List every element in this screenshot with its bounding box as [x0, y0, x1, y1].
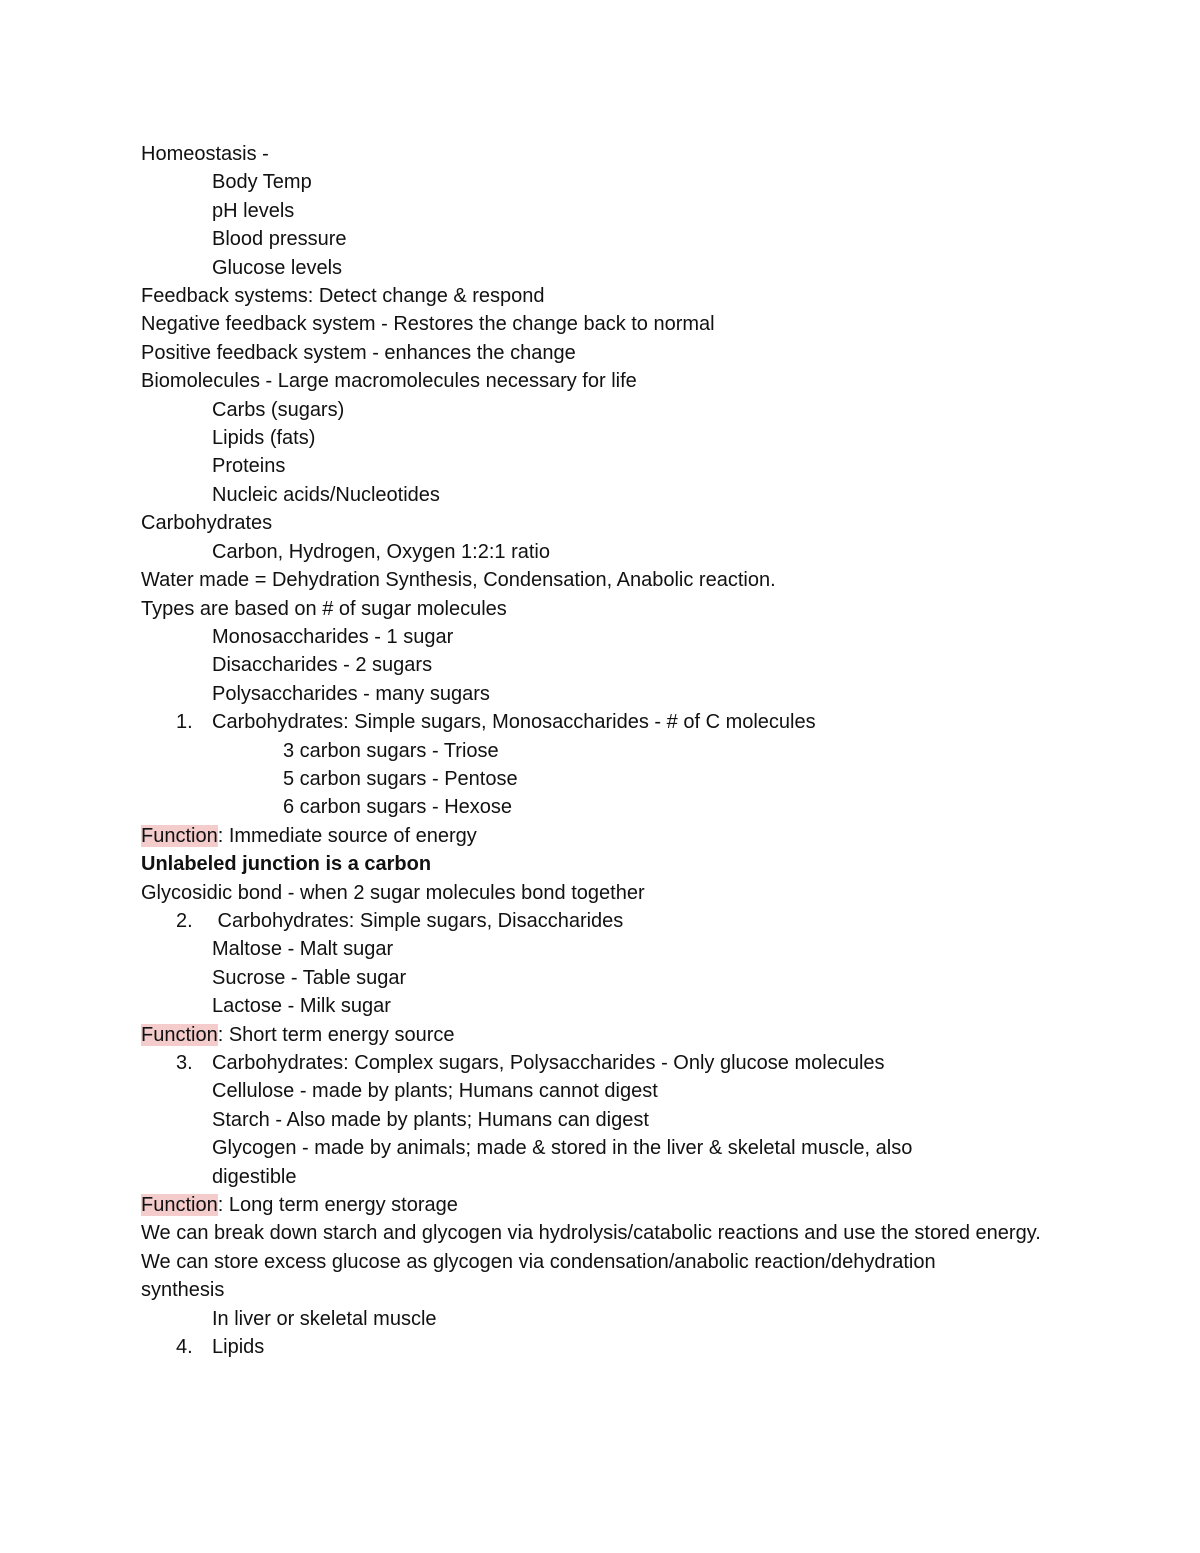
function-text: : Immediate source of energy: [217, 824, 477, 847]
list-item: Sucrose - Table sugar: [212, 966, 407, 989]
function-text: : Short term energy source: [217, 1023, 455, 1046]
paragraph-line: Positive feedback system - enhances the change: [141, 341, 576, 364]
numbered-item-text: Carbohydrates: Simple sugars, Disaccharides: [212, 909, 624, 932]
function-label-highlight: Function: [141, 824, 218, 847]
list-item: Carbs (sugars): [212, 398, 345, 421]
function-label-highlight: Function: [141, 1194, 218, 1217]
list-item: Carbon, Hydrogen, Oxygen 1:2:1 ratio: [212, 540, 550, 563]
numbered-item-1: [141, 708, 1061, 736]
paragraph-line: Glycosidic bond - when 2 sugar molecules bond together: [141, 881, 645, 904]
numbered-item-text: Carbohydrates: Complex sugars, Polysaccharides - Only glucose molecules: [212, 1052, 885, 1074]
document-page: [141, 140, 1061, 1361]
paragraph-line: We can break down starch and glycogen via hydrolysis/catabolic reactions and use the stored energy.: [141, 1222, 1041, 1245]
list-item: 6 carbon sugars - Hexose: [283, 796, 513, 819]
numbered-item-2: [141, 907, 1061, 935]
list-item: Blood pressure: [212, 228, 347, 251]
list-item: 3 carbon sugars - Triose: [283, 739, 499, 762]
list-item: Monosaccharides - 1 sugar: [212, 625, 454, 648]
list-number: 3.: [176, 1052, 193, 1074]
paragraph-line: Water made = Dehydration Synthesis, Condensation, Anabolic reaction.: [141, 569, 776, 592]
list-number: 2.: [176, 909, 193, 932]
list-item: Starch - Also made by plants; Humans can digest: [212, 1108, 649, 1131]
list-item: Glucose levels: [212, 256, 343, 279]
paragraph-line: We can store excess glucose as glycogen via condensation/anabolic reaction/dehydration synthesis: [141, 1250, 936, 1302]
numbered-item-4: [141, 1333, 1061, 1361]
list-item: Polysaccharides - many sugars: [212, 682, 490, 705]
list-item: 5 carbon sugars - Pentose: [283, 767, 518, 790]
numbered-item-text: Lipids: [212, 1336, 265, 1359]
function-line: [141, 1021, 1061, 1049]
list-item: In liver or skeletal muscle: [212, 1307, 437, 1330]
function-line: [141, 1191, 1061, 1219]
function-label-highlight: Function: [141, 1023, 218, 1046]
list-item: Disaccharides - 2 sugars: [212, 654, 433, 677]
function-text: : Long term energy storage: [217, 1194, 458, 1217]
heading-carbohydrates: Carbohydrates: [141, 512, 273, 535]
list-item: Cellulose - made by plants; Humans cannot digest: [212, 1080, 658, 1103]
paragraph-line: Biomolecules - Large macromolecules necessary for life: [141, 370, 637, 393]
heading-homeostasis: Homeostasis -: [141, 143, 269, 165]
paragraph-line: Feedback systems: Detect change & respond: [141, 285, 545, 308]
list-item: Glycogen - made by animals; made & stored in the liver & skeletal muscle, also digestible: [212, 1137, 913, 1188]
list-item: pH levels: [212, 199, 295, 222]
list-item: Maltose - Malt sugar: [212, 938, 394, 961]
list-item: Body Temp: [212, 171, 312, 194]
numbered-item-text: Carbohydrates: Simple sugars, Monosaccharides - # of C molecules: [212, 711, 816, 734]
numbered-item-3: [141, 1049, 1061, 1077]
paragraph-line: Types are based on # of sugar molecules: [141, 597, 507, 620]
list-number: 1.: [176, 711, 193, 734]
list-number: 4.: [176, 1336, 193, 1359]
list-item: Lactose - Milk sugar: [212, 995, 391, 1018]
list-item: Lipids (fats): [212, 427, 316, 450]
bold-note: Unlabeled junction is a carbon: [141, 853, 432, 876]
list-item: Nucleic acids/Nucleotides: [212, 483, 440, 506]
function-line: [141, 822, 1061, 850]
paragraph-line: Negative feedback system - Restores the change back to normal: [141, 313, 715, 336]
list-item: Proteins: [212, 455, 286, 478]
